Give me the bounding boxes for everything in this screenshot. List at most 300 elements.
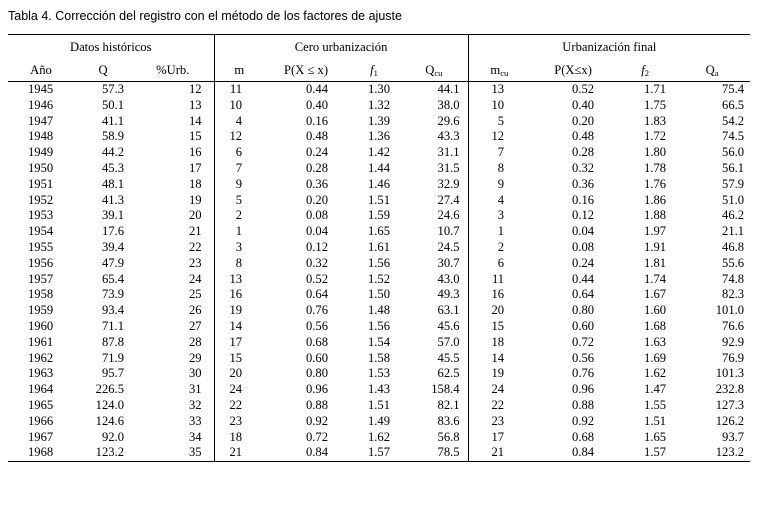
cell-mcu: 1 [497, 224, 505, 239]
cell-m: 2 [235, 208, 243, 223]
col-qcu [400, 59, 468, 82]
cell-ano: 1946 [28, 97, 54, 112]
cell-m: 22 [229, 397, 243, 412]
cell-ano: 1947 [28, 113, 54, 128]
table-row [8, 114, 750, 130]
cell-f2: 1.75 [644, 97, 667, 112]
cell-q: 57.3 [101, 82, 124, 96]
cell-q: 124.6 [95, 413, 124, 428]
col-f1 [348, 59, 400, 82]
table-row [8, 82, 750, 98]
cell-m: 6 [235, 145, 243, 160]
cell-urb: 33 [132, 414, 214, 430]
cell-f1: 1.32 [367, 97, 391, 112]
cell-f2: 1.55 [644, 397, 667, 412]
cell-p2: 0.96 [572, 382, 595, 397]
table-row [8, 445, 750, 461]
cell-p1: 0.68 [305, 334, 329, 349]
cell-qa: 76.6 [722, 318, 745, 333]
cell-p1: 0.28 [305, 160, 329, 175]
cell-qa: 74.5 [722, 129, 745, 144]
cell-p2: 0.08 [572, 239, 595, 254]
cell-m: 4 [235, 113, 243, 128]
cell-p2: 0.52 [572, 82, 595, 96]
cell-f1: 1.46 [367, 176, 391, 191]
cell-m: 11 [229, 82, 243, 96]
cell-ano: 1959 [28, 303, 54, 318]
cell-f2: 1.91 [644, 239, 667, 254]
cell-f1: 1.58 [367, 350, 391, 365]
cell-mcu: 18 [491, 334, 505, 349]
cell-f1: 1.44 [367, 160, 391, 175]
col-f1-sub: 1 [373, 67, 378, 78]
table-row [8, 414, 750, 430]
cell-p1: 0.92 [305, 413, 329, 428]
cell-ano: 1966 [28, 413, 54, 428]
cell-q: 93.4 [101, 303, 124, 318]
cell-urb: 14 [132, 114, 214, 130]
cell-p2: 0.88 [572, 397, 595, 412]
cell-ano: 1965 [28, 397, 54, 412]
cell-qa: 55.6 [722, 255, 745, 270]
table-row [8, 177, 750, 193]
table-row [8, 319, 750, 335]
cell-p1: 0.52 [305, 271, 329, 286]
cell-urb: 23 [132, 256, 214, 272]
cell-q: 45.3 [101, 160, 124, 175]
table-row [8, 366, 750, 382]
cell-p2: 0.56 [572, 350, 595, 365]
cell-urb: 13 [132, 98, 214, 114]
cell-qcu: 78.5 [400, 445, 468, 461]
cell-f2: 1.57 [644, 445, 667, 460]
cell-p2: 0.12 [572, 208, 595, 223]
cell-m: 21 [229, 445, 243, 460]
table-row [8, 382, 750, 398]
cell-f2: 1.76 [644, 176, 667, 191]
cell-ano: 1968 [28, 445, 54, 460]
cell-ano: 1952 [28, 192, 54, 207]
cell-f2: 1.62 [644, 366, 667, 381]
table-row [8, 224, 750, 240]
cell-urb: 15 [132, 129, 214, 145]
cell-f1: 1.42 [367, 145, 391, 160]
cell-ano: 1963 [28, 366, 54, 381]
col-p1: P(X ≤ x) [264, 59, 348, 82]
col-qcu-base: Q [425, 62, 435, 77]
col-f2-sub: 2 [644, 67, 649, 78]
cell-p2: 0.44 [572, 271, 595, 286]
col-qa-base: Q [705, 62, 715, 77]
cell-q: 95.7 [101, 366, 124, 381]
cell-p2: 0.32 [572, 160, 595, 175]
cell-p2: 0.92 [572, 413, 595, 428]
cell-ano: 1967 [28, 429, 54, 444]
cell-p1: 0.20 [305, 192, 329, 207]
cell-urb: 18 [132, 177, 214, 193]
cell-f1: 1.48 [367, 303, 391, 318]
cell-f1: 1.54 [367, 334, 391, 349]
cell-p2: 0.04 [572, 224, 595, 239]
table-row [8, 272, 750, 288]
cell-p1: 0.80 [305, 366, 329, 381]
table-row [8, 161, 750, 177]
cell-f1: 1.59 [367, 208, 391, 223]
cell-p1: 0.48 [305, 129, 329, 144]
cell-p2: 0.24 [572, 255, 595, 270]
cell-m: 13 [229, 271, 243, 286]
cell-mcu: 6 [497, 255, 505, 270]
cell-p1: 0.44 [305, 82, 329, 96]
cell-p1: 0.84 [305, 445, 329, 460]
cell-f2: 1.63 [644, 334, 667, 349]
cell-urb: 21 [132, 224, 214, 240]
cell-q: 41.3 [101, 192, 124, 207]
cell-qa: 56.1 [722, 160, 745, 175]
cell-qcu: 45.5 [400, 351, 468, 367]
cell-qcu: 62.5 [400, 366, 468, 382]
cell-ano: 1958 [28, 287, 54, 302]
cell-m: 12 [229, 129, 243, 144]
cell-qcu: 82.1 [400, 398, 468, 414]
cell-f2: 1.80 [644, 145, 667, 160]
cell-ano: 1964 [28, 382, 54, 397]
cell-f1: 1.61 [367, 239, 391, 254]
cell-mcu: 20 [491, 303, 505, 318]
cell-qcu: 24.6 [400, 208, 468, 224]
cell-urb: 16 [132, 145, 214, 161]
cell-mcu: 9 [497, 176, 505, 191]
cell-p1: 0.64 [305, 287, 329, 302]
cell-qa: 54.2 [722, 113, 745, 128]
col-urb: %Urb. [132, 59, 214, 82]
cell-m: 20 [229, 366, 243, 381]
col-ano: Año [8, 59, 74, 82]
cell-urb: 25 [132, 287, 214, 303]
cell-qa: 56.0 [722, 145, 745, 160]
cell-mcu: 11 [491, 271, 505, 286]
cell-p1: 0.96 [305, 382, 329, 397]
cell-qa: 66.5 [722, 97, 745, 112]
cell-f2: 1.67 [644, 287, 667, 302]
group-cero-urbanizacion: Cero urbanización [214, 35, 468, 60]
cell-urb: 19 [132, 193, 214, 209]
cell-qcu: 49.3 [400, 287, 468, 303]
cell-qa: 92.9 [722, 334, 745, 349]
cell-urb: 31 [132, 382, 214, 398]
cell-qcu: 43.0 [400, 272, 468, 288]
cell-mcu: 5 [497, 113, 505, 128]
cell-f1: 1.57 [367, 445, 391, 460]
cell-m: 17 [229, 334, 243, 349]
cell-qcu: 38.0 [400, 98, 468, 114]
cell-mcu: 2 [497, 239, 505, 254]
cell-f2: 1.68 [644, 318, 667, 333]
cell-f1: 1.39 [367, 113, 391, 128]
cell-q: 73.9 [101, 287, 124, 302]
cell-ano: 1954 [28, 224, 54, 239]
cell-qa: 46.8 [722, 239, 745, 254]
table-row [8, 98, 750, 114]
cell-urb: 29 [132, 351, 214, 367]
col-p2: P(X≤x) [530, 59, 616, 82]
col-mcu-base: m [490, 62, 501, 77]
cell-p2: 0.48 [572, 129, 595, 144]
cell-q: 48.1 [101, 176, 124, 191]
cell-mcu: 17 [491, 429, 505, 444]
cell-urb: 27 [132, 319, 214, 335]
col-f2 [616, 59, 674, 82]
cell-qa: 232.8 [715, 382, 745, 397]
table-row [8, 256, 750, 272]
cell-m: 5 [235, 192, 243, 207]
table-body [8, 82, 750, 462]
cell-f2: 1.71 [644, 82, 667, 96]
table-row [8, 145, 750, 161]
cell-m: 7 [235, 160, 243, 175]
cell-p1: 0.04 [305, 224, 329, 239]
cell-f2: 1.60 [644, 303, 667, 318]
cell-qa: 21.1 [722, 224, 745, 239]
cell-f2: 1.88 [644, 208, 667, 223]
cell-m: 9 [235, 176, 243, 191]
cell-f1: 1.56 [367, 255, 391, 270]
cell-qa: 101.3 [715, 366, 745, 381]
cell-q: 87.8 [101, 334, 124, 349]
cell-mcu: 7 [497, 145, 505, 160]
table-row [8, 240, 750, 256]
cell-ano: 1950 [28, 160, 54, 175]
cell-m: 23 [229, 413, 243, 428]
cell-ano: 1961 [28, 334, 54, 349]
cell-p1: 0.12 [305, 239, 329, 254]
cell-f2: 1.51 [644, 413, 667, 428]
cell-p2: 0.40 [572, 97, 595, 112]
cell-p1: 0.36 [305, 176, 329, 191]
cell-qcu: 45.6 [400, 319, 468, 335]
cell-ano: 1955 [28, 239, 54, 254]
cell-qa: 51.0 [722, 192, 745, 207]
col-f2-base: f [641, 62, 645, 77]
cell-p1: 0.40 [305, 97, 329, 112]
cell-mcu: 4 [497, 192, 505, 207]
col-f1-base: f [370, 62, 374, 77]
table-row [8, 287, 750, 303]
cell-ano: 1948 [28, 129, 54, 144]
cell-qcu: 83.6 [400, 414, 468, 430]
cell-qcu: 56.8 [400, 430, 468, 446]
cell-urb: 20 [132, 208, 214, 224]
cell-qcu: 31.1 [400, 145, 468, 161]
cell-mcu: 15 [491, 318, 505, 333]
col-q: Q [74, 59, 132, 82]
cell-urb: 28 [132, 335, 214, 351]
cell-mcu: 3 [497, 208, 505, 223]
cell-f1: 1.52 [367, 271, 391, 286]
cell-f2: 1.72 [644, 129, 667, 144]
cell-q: 17.6 [101, 224, 124, 239]
cell-ano: 1945 [28, 82, 54, 96]
group-datos-historicos: Datos históricos [8, 35, 214, 60]
cell-urb: 35 [132, 445, 214, 461]
cell-ano: 1956 [28, 255, 54, 270]
cell-qcu: 31.5 [400, 161, 468, 177]
cell-p2: 0.36 [572, 176, 595, 191]
cell-qa: 93.7 [722, 429, 745, 444]
cell-f1: 1.43 [367, 382, 391, 397]
cell-qcu: 27.4 [400, 193, 468, 209]
col-qcu-sub: cu [434, 67, 443, 78]
cell-p1: 0.08 [305, 208, 329, 223]
cell-q: 41.1 [101, 113, 124, 128]
cell-qcu: 10.7 [400, 224, 468, 240]
cell-mcu: 24 [491, 382, 505, 397]
cell-q: 58.9 [101, 129, 124, 144]
cell-urb: 22 [132, 240, 214, 256]
cell-p2: 0.76 [572, 366, 595, 381]
cell-f1: 1.50 [367, 287, 391, 302]
col-mcu-sub: cu [500, 67, 509, 78]
col-qa-sub: a [714, 67, 719, 78]
cell-mcu: 13 [491, 82, 505, 96]
cell-m: 18 [229, 429, 243, 444]
cell-qa: 127.3 [715, 397, 745, 412]
cell-p1: 0.56 [305, 318, 329, 333]
cell-urb: 30 [132, 366, 214, 382]
cell-qcu: 43.3 [400, 129, 468, 145]
cell-f1: 1.51 [367, 397, 391, 412]
cell-p2: 0.64 [572, 287, 595, 302]
cell-qa: 123.2 [715, 445, 745, 460]
cell-p1: 0.24 [305, 145, 329, 160]
cell-p2: 0.84 [572, 445, 595, 460]
cell-m: 14 [229, 318, 243, 333]
cell-qcu: 30.7 [400, 256, 468, 272]
table-row [8, 208, 750, 224]
table-row [8, 430, 750, 446]
cell-urb: 34 [132, 430, 214, 446]
cell-mcu: 22 [491, 397, 505, 412]
cell-f2: 1.47 [644, 382, 667, 397]
cell-ano: 1951 [28, 176, 54, 191]
cell-mcu: 14 [491, 350, 505, 365]
cell-urb: 24 [132, 272, 214, 288]
cell-m: 16 [229, 287, 243, 302]
cell-f1: 1.36 [367, 129, 391, 144]
table-row [8, 193, 750, 209]
cell-qcu: 29.6 [400, 114, 468, 130]
col-mcu [468, 59, 530, 82]
table-row [8, 351, 750, 367]
cell-mcu: 19 [491, 366, 505, 381]
cell-p1: 0.76 [305, 303, 329, 318]
cell-q: 226.5 [95, 382, 124, 397]
cell-p1: 0.88 [305, 397, 329, 412]
cell-ano: 1949 [28, 145, 54, 160]
cell-ano: 1962 [28, 350, 54, 365]
group-urbanizacion-final: Urbanización final [562, 39, 657, 54]
cell-p2: 0.80 [572, 303, 595, 318]
cell-mcu: 8 [497, 160, 505, 175]
cell-mcu: 16 [491, 287, 505, 302]
cell-p2: 0.20 [572, 113, 595, 128]
cell-f1: 1.30 [367, 82, 391, 96]
cell-urb: 12 [132, 82, 214, 98]
cell-f1: 1.53 [367, 366, 391, 381]
cell-qa: 126.2 [715, 413, 745, 428]
cell-qcu: 57.0 [400, 335, 468, 351]
cell-qcu: 158.4 [400, 382, 468, 398]
cell-qa: 74.8 [722, 271, 745, 286]
column-header-row [8, 59, 750, 82]
cell-q: 71.1 [101, 318, 124, 333]
cell-mcu: 12 [491, 129, 505, 144]
cell-q: 47.9 [101, 255, 124, 270]
cell-p1: 0.32 [305, 255, 329, 270]
cell-m: 24 [229, 382, 243, 397]
cell-f2: 1.69 [644, 350, 667, 365]
cell-qa: 75.4 [722, 82, 745, 96]
cell-qa: 57.9 [722, 176, 745, 191]
cell-qa: 76.9 [722, 350, 745, 365]
cell-q: 44.2 [101, 145, 124, 160]
cell-f2: 1.81 [644, 255, 667, 270]
cell-f2: 1.83 [644, 113, 667, 128]
table-caption: Tabla 4. Corrección del registro con el método de los factores de ajuste [8, 9, 402, 23]
cell-m: 19 [229, 303, 243, 318]
cell-q: 123.2 [95, 445, 124, 460]
cell-urb: 32 [132, 398, 214, 414]
cell-q: 39.1 [101, 208, 124, 223]
cell-m: 1 [235, 224, 243, 239]
col-qa [674, 59, 750, 82]
cell-m: 15 [229, 350, 243, 365]
cell-m: 10 [229, 97, 243, 112]
cell-urb: 26 [132, 303, 214, 319]
cell-qa: 46.2 [722, 208, 745, 223]
cell-urb: 17 [132, 161, 214, 177]
cell-m: 3 [235, 239, 243, 254]
cell-ano: 1957 [28, 271, 54, 286]
cell-mcu: 23 [491, 413, 505, 428]
cell-q: 71.9 [101, 350, 124, 365]
cell-p2: 0.28 [572, 145, 595, 160]
cell-q: 124.0 [95, 397, 124, 412]
cell-f1: 1.56 [367, 318, 391, 333]
cell-p1: 0.72 [305, 429, 329, 444]
cell-f2: 1.78 [644, 160, 667, 175]
group-header-row [8, 35, 750, 60]
cell-mcu: 10 [491, 97, 505, 112]
cell-q: 65.4 [101, 271, 124, 286]
cell-qcu: 24.5 [400, 240, 468, 256]
cell-qcu: 44.1 [400, 82, 468, 98]
col-m: m [214, 59, 264, 82]
cell-f2: 1.65 [644, 429, 667, 444]
cell-qcu: 32.9 [400, 177, 468, 193]
table-row [8, 129, 750, 145]
cell-q: 39.4 [101, 239, 124, 254]
cell-qa: 101.0 [715, 303, 745, 318]
table-row [8, 335, 750, 351]
cell-m: 8 [235, 255, 243, 270]
cell-q: 50.1 [101, 97, 124, 112]
cell-qa: 82.3 [722, 287, 745, 302]
cell-p2: 0.68 [572, 429, 595, 444]
table-row [8, 303, 750, 319]
cell-f1: 1.65 [367, 224, 391, 239]
cell-f1: 1.51 [367, 192, 391, 207]
